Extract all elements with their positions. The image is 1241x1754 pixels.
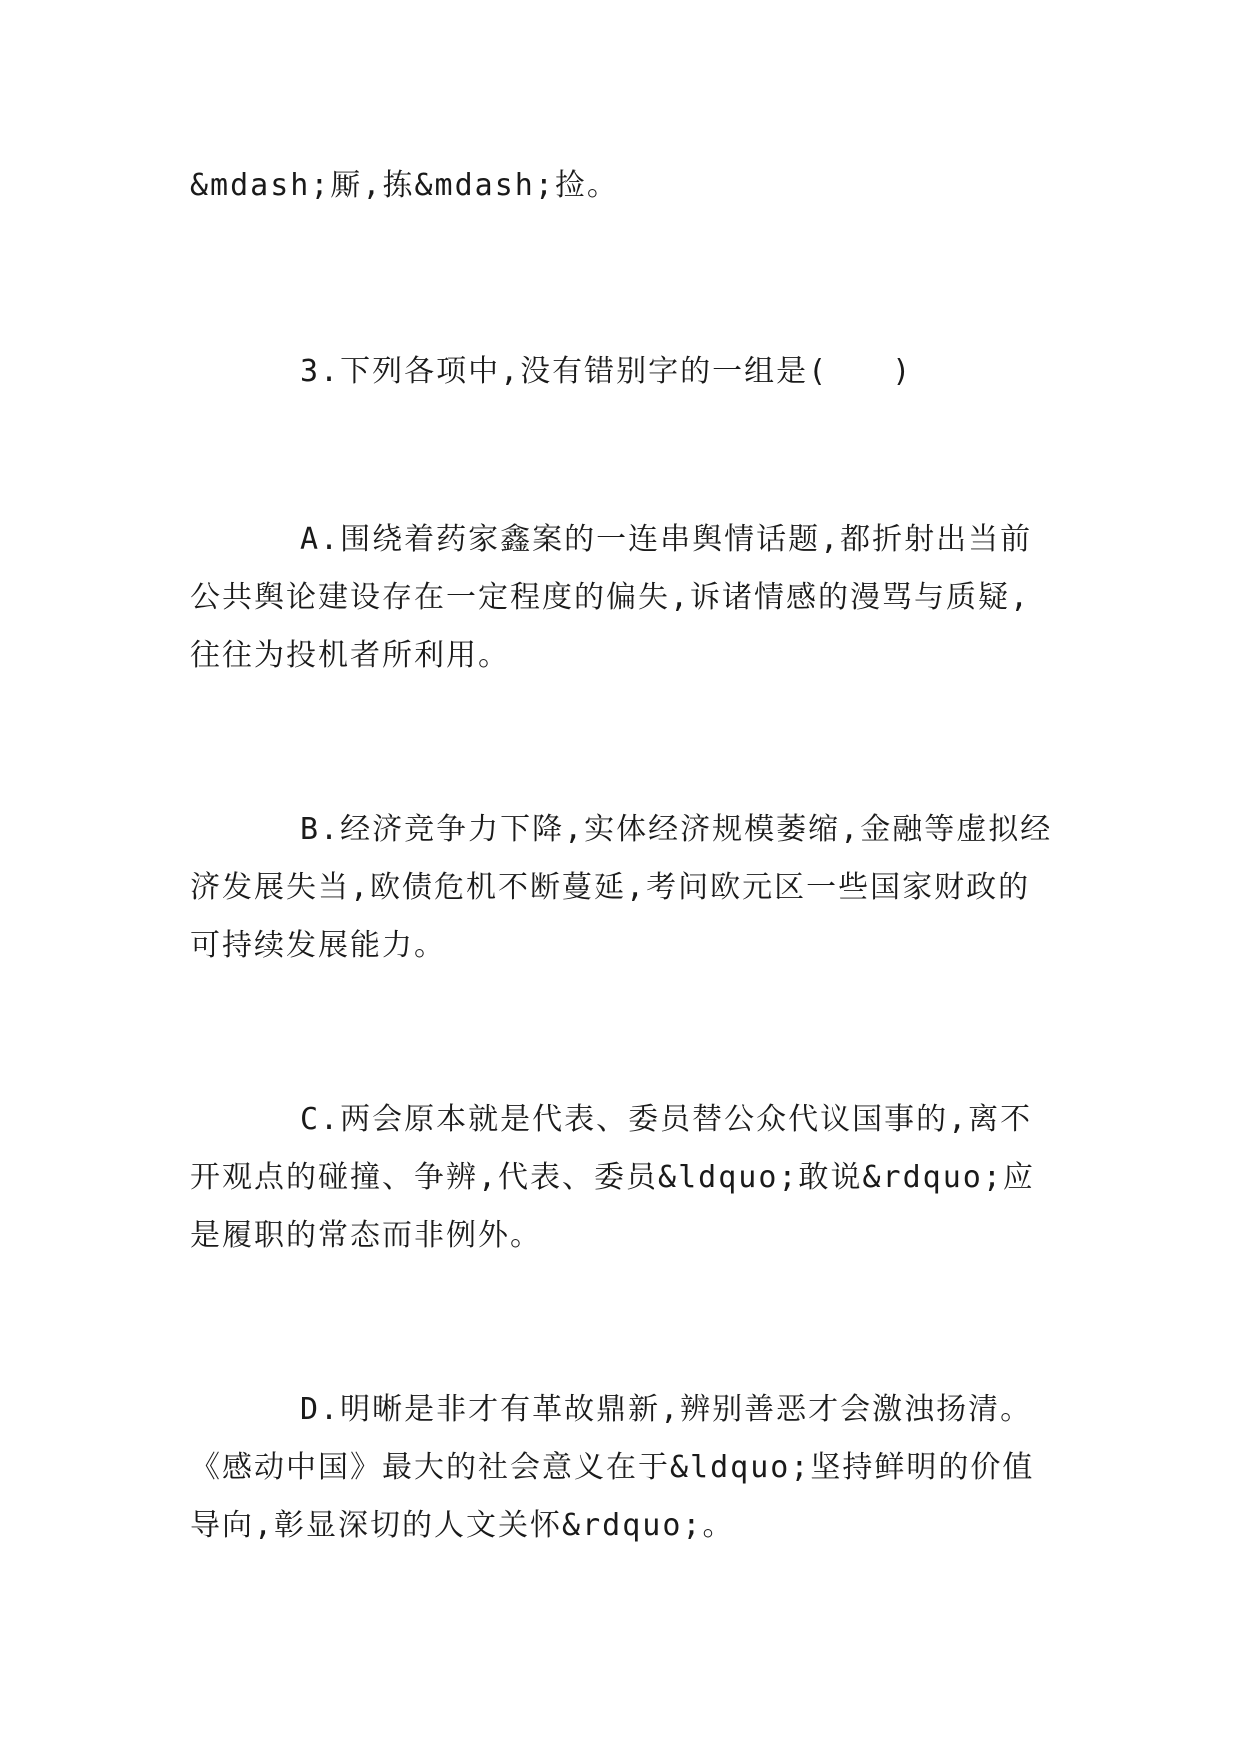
option-d: D.明晰是非才有革故鼎新,辨别善恶才会激浊扬清。《感动中国》最大的社会意义在于&ldquo;坚持鲜明的价值导向,彰显深切的人文关怀&rdquo;。 (190, 1392, 1035, 1543)
option-c: C.两会原本就是代表、委员替公众代议国事的,离不开观点的碰撞、争辨,代表、委员&ldquo;敢说&rdquo;应是履职的常态而非例外。 (190, 1102, 1035, 1253)
question-stem: 3.下列各项中,没有错别字的一组是( ) (300, 354, 913, 389)
option-b: B.经济竞争力下降,实体经济规模萎缩,金融等虚拟经济发展失当,欧债危机不断蔓延,考问欧元区一些国家财政的可持续发展能力。 (190, 812, 1053, 963)
paragraph-previous-answer-fragment: &mdash;厮,拣&mdash;捡。 (190, 168, 619, 203)
option-a: A.围绕着药家鑫案的一连串舆情话题,都折射出当前公共舆论建设存在一定程度的偏失,诉诸情感的漫骂与质疑,往往为投机者所利用。 (190, 522, 1033, 673)
